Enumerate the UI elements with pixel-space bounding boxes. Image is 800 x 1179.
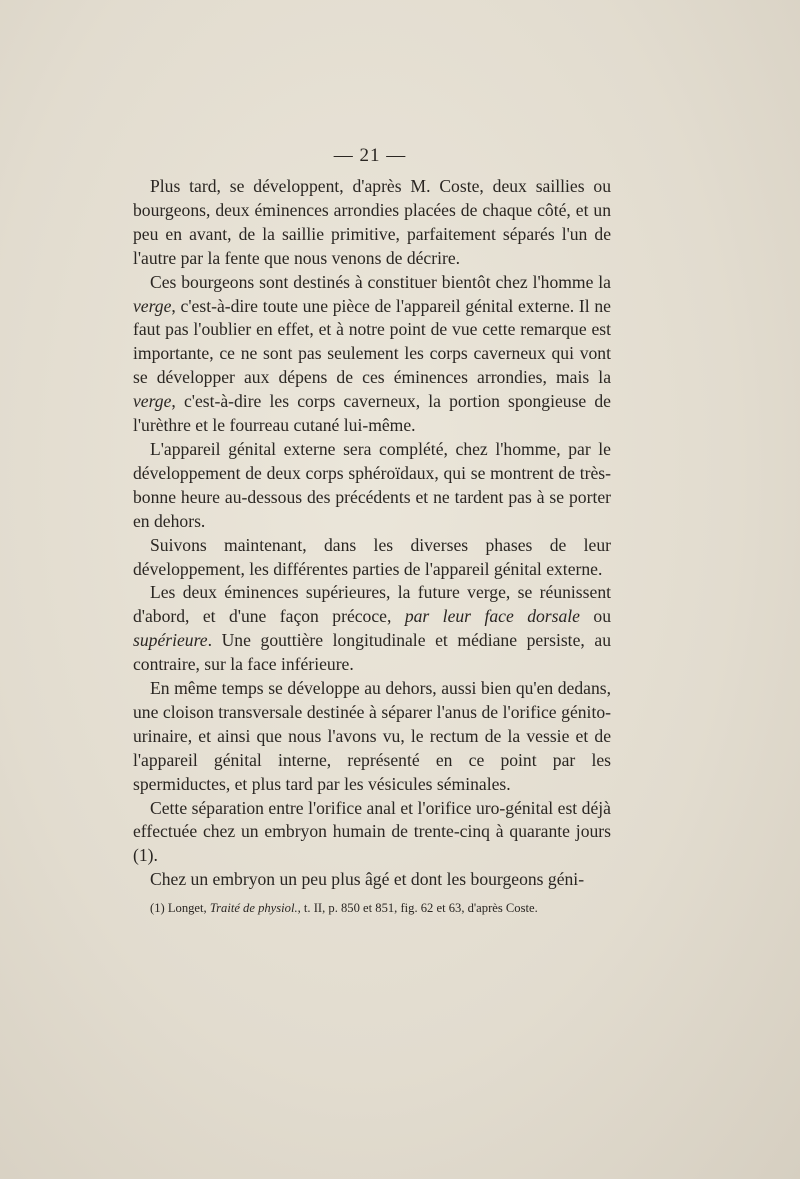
paragraph-2: Ces bourgeons sont destinés à constituer bientôt chez l'homme la verge, c'est-à-dire toute une pièce de l'appareil génital externe. Il ne faut pas l'oublier en effet, et à notre point de vue cette remarque est importante, ce ne sont pas seulement les corps caverneux qui vont se développer aux dépens de ces éminences arrondies, mais la verge, c'est-à-dire les corps caverneux, la portion spongieuse de l'urèthre et le fourreau cutané lui-même.: [133, 271, 611, 436]
paragraph-8: Chez un embryon un peu plus âgé et dont les bourgeons géni-: [150, 869, 585, 890]
italic-term: supérieure: [133, 630, 208, 651]
body-text: [133, 175, 611, 892]
paragraph-6: En même temps se développe au dehors, aussi bien qu'en dedans, une cloison transversale destinée à séparer l'anus de l'orifice génito-urinaire, et ainsi que nous l'avons vu, le rectum de la vessie et de l'appareil génital interne, représenté en ce point par les spermiductes, et plus tard par les vésicules séminales.: [133, 678, 611, 794]
paragraph-5: Les deux éminences supérieures, la future verge, se réunissent d'abord, et d'une façon précoce, par leur face dorsale ou supérieure. Une gouttière longitudinale et médiane persiste, au contraire, sur la face inférieure.: [133, 582, 612, 675]
footnote: (1) Longet, Traité de physiol., t. II, p. 850 et 851, fig. 62 et 63, d'après Coste.: [150, 901, 538, 915]
italic-term: verge: [133, 295, 172, 316]
footnote-title: Traité de physiol.: [209, 901, 298, 915]
paragraph-7: Cette séparation entre l'orifice anal et l'orifice uro-génital est déjà effectuée chez un embryon humain de trente-cinq à quarante jours (1).: [133, 797, 611, 866]
page-number: — 21 —: [333, 145, 407, 166]
italic-term: par leur face dorsale: [404, 606, 580, 627]
italic-term: verge: [133, 391, 172, 412]
paragraph-4: Suivons maintenant, dans les diverses phases de leur développement, les différentes parties de l'appareil génital externe.: [133, 534, 611, 579]
paragraph-1: Plus tard, se développent, d'après M. Coste, deux saillies ou bourgeons, deux éminences arrondies placées de chaque côté, et un peu en avant, de la saillie primitive, parfaitement séparés l'un de l'autre par la fente que nous venons de décrire.: [133, 176, 611, 268]
paragraph-3: L'appareil génital externe sera complété, chez l'homme, par le développement de deux corps sphéroïdaux, qui se montrent de très-bonne heure au-dessous des précédents et ne tardent pas à se porter en dehors.: [133, 438, 611, 531]
